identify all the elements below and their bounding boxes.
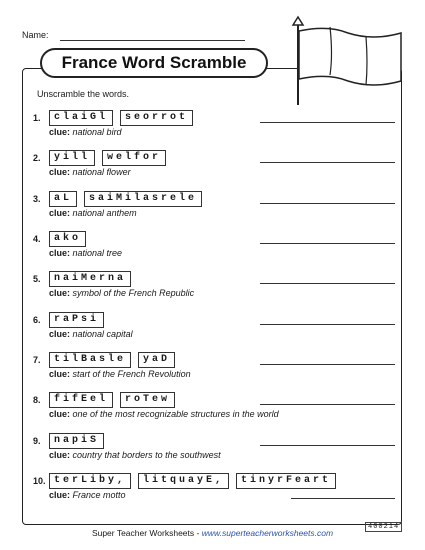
clue-label: clue:: [49, 369, 71, 379]
answer-line[interactable]: [260, 324, 395, 325]
scrambled-words: [49, 191, 202, 207]
scrambled-words: [49, 271, 131, 287]
scrambled-word: aL: [49, 191, 77, 207]
footer-separator: -: [194, 528, 202, 538]
clue-label: clue:: [49, 208, 71, 218]
footer-url[interactable]: www.superteacherworksheets.com: [201, 528, 334, 538]
scrambled-word: tinyrFeart: [236, 473, 336, 489]
scrambled-words: [49, 392, 175, 408]
clue-text: start of the French Revolution: [72, 369, 191, 379]
item-number: 7.: [33, 355, 41, 365]
clue-text: national flower: [72, 167, 131, 177]
item-number: 2.: [33, 153, 41, 163]
footer-brand: Super Teacher Worksheets: [91, 528, 195, 538]
instructions: Unscramble the words.: [37, 89, 130, 99]
clue-label: clue:: [49, 490, 71, 500]
item-number: 9.: [33, 436, 41, 446]
scrambled-words: [49, 352, 175, 368]
clue-text: one of the most recognizable structures in the world: [72, 409, 279, 419]
scrambled-words: [49, 231, 86, 247]
scrambled-word: saiMilasrele: [84, 191, 202, 207]
clue-text: national bird: [72, 127, 122, 137]
clue: [49, 329, 133, 339]
scrambled-word: ako: [49, 231, 86, 247]
clue: [49, 450, 221, 460]
answer-line[interactable]: [260, 283, 395, 284]
page-title: France Word Scramble: [40, 48, 268, 78]
clue: [49, 248, 122, 258]
clue: [49, 127, 122, 137]
clue: [49, 409, 279, 419]
clue: [49, 369, 191, 379]
item-number: 8.: [33, 395, 41, 405]
clue-label: clue:: [49, 409, 71, 419]
flag-illustration: [288, 15, 403, 105]
item-number: 6.: [33, 315, 41, 325]
clue-label: clue:: [49, 248, 71, 258]
clue-label: clue:: [49, 127, 71, 137]
clue-label: clue:: [49, 450, 71, 460]
answer-line[interactable]: [260, 243, 395, 244]
scrambled-word: terLiby,: [49, 473, 131, 489]
scrambled-word: fifEel: [49, 392, 113, 408]
answer-line[interactable]: [260, 445, 395, 446]
clue-text: France motto: [72, 490, 126, 500]
scrambled-word: roTew: [120, 392, 175, 408]
worksheet-code: 400214: [365, 522, 402, 532]
scrambled-word: naiMerna: [49, 271, 131, 287]
name-line[interactable]: [60, 40, 245, 41]
scrambled-word: yill: [49, 150, 95, 166]
scrambled-word: seorrot: [120, 110, 193, 126]
name-label: Name:: [22, 30, 49, 40]
scrambled-word: tilBasle: [49, 352, 131, 368]
clue-label: clue:: [49, 329, 71, 339]
clue-text: national tree: [72, 248, 123, 258]
answer-line[interactable]: [260, 162, 395, 163]
scrambled-word: yaD: [138, 352, 175, 368]
clue-text: country that borders to the southwest: [72, 450, 221, 460]
scrambled-words: [49, 150, 166, 166]
clue-text: national capital: [72, 329, 133, 339]
scrambled-words: [49, 433, 104, 449]
scrambled-word: raPsi: [49, 312, 104, 328]
clue-text: symbol of the French Republic: [72, 288, 195, 298]
answer-line[interactable]: [260, 404, 395, 405]
clue-label: clue:: [49, 167, 71, 177]
scrambled-words: [49, 473, 336, 489]
clue: [49, 288, 194, 298]
scrambled-word: claiGl: [49, 110, 113, 126]
answer-line[interactable]: [260, 203, 395, 204]
scrambled-word: welfor: [102, 150, 166, 166]
clue-text: national anthem: [72, 208, 137, 218]
scrambled-word: napiS: [49, 433, 104, 449]
clue: [49, 167, 131, 177]
item-number: 1.: [33, 113, 41, 123]
clue: [49, 490, 126, 500]
answer-line[interactable]: [260, 122, 395, 123]
footer: [0, 528, 425, 538]
scrambled-words: [49, 110, 193, 126]
item-number: 5.: [33, 274, 41, 284]
clue: [49, 208, 137, 218]
item-number: 3.: [33, 194, 41, 204]
scrambled-words: [49, 312, 104, 328]
answer-line[interactable]: [260, 364, 395, 365]
answer-line[interactable]: [291, 498, 395, 499]
item-number: 4.: [33, 234, 41, 244]
item-number: 10.: [33, 476, 46, 486]
clue-label: clue:: [49, 288, 71, 298]
scrambled-word: litquayE,: [138, 473, 229, 489]
